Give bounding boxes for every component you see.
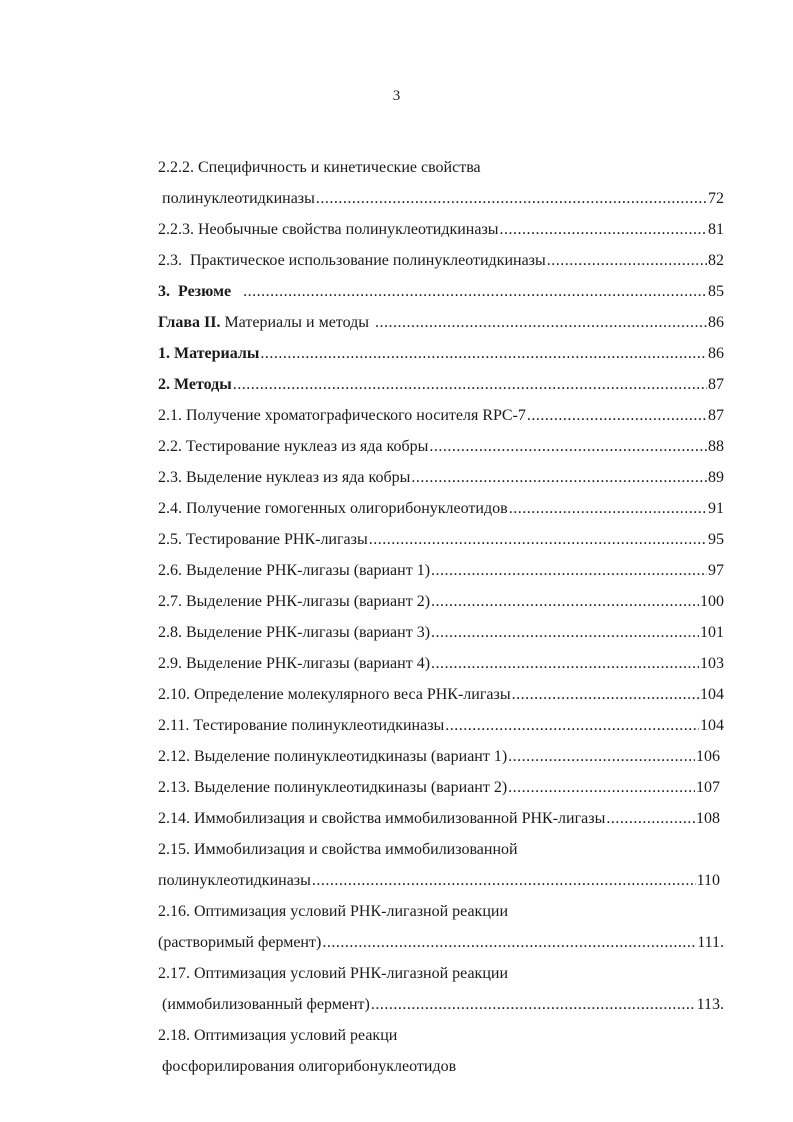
toc-entry-text: (растворимый фермент) [158, 934, 322, 951]
toc-entry [158, 650, 724, 681]
toc-entry-page: 81 [708, 221, 724, 238]
toc-entry-text: 2.17. Оптимизация условий РНК-лигазной реакции [158, 965, 508, 982]
toc-entry-page: 104 [700, 717, 724, 734]
leader-dots [322, 929, 696, 957]
leader-dots [527, 402, 707, 430]
leader-dots [371, 991, 696, 1019]
toc-entry [158, 960, 724, 991]
toc-entry [158, 557, 724, 588]
leader-dots [445, 712, 699, 740]
toc-entry [158, 495, 724, 526]
toc-entry-page: 89 [708, 469, 724, 486]
toc-entry [158, 1053, 724, 1084]
toc-entry-text: полинуклеотидкиназы [158, 872, 311, 889]
toc-entry-text: 2.10. Определение молекулярного веса РНК-лигазы [158, 686, 511, 703]
page-number: 3 [392, 88, 401, 104]
toc-entry [158, 681, 724, 712]
toc-entry-page: 82 [708, 252, 724, 269]
toc-entry-page: 97 [708, 562, 724, 579]
toc-entry-text: полинуклеотидкиназы [158, 190, 315, 207]
toc-entry [158, 402, 724, 433]
toc-entry-text: фосфорилирования олигорибонуклеотидов [158, 1058, 457, 1075]
toc-entry-text: 2.2.3. Необычные свойства полинуклеотидкиназы [158, 221, 499, 238]
toc-entry-page: 91 [708, 500, 724, 517]
leader-dots [606, 805, 695, 833]
toc-entry-page: 100 [700, 593, 724, 610]
toc-entry-text: 2. Методы [158, 376, 232, 393]
leader-dots [411, 464, 707, 492]
toc-entry-page: 101 [700, 624, 724, 641]
toc-entry-page: 86 [708, 345, 724, 362]
toc-entry-page: 72 [708, 190, 724, 207]
toc-entry [158, 154, 724, 185]
toc-entry [158, 1022, 724, 1053]
leader-dots [431, 557, 707, 585]
leader-dots [509, 495, 707, 523]
toc-entry [158, 185, 724, 216]
toc-entry-page: 107 [696, 779, 720, 796]
leader-dots [512, 681, 699, 709]
toc-entry-page: 87 [708, 407, 724, 424]
leader-dots [431, 619, 699, 647]
toc-entry-page: 113. [696, 996, 724, 1013]
toc-entry-text: 2.4. Получение гомогенных олигорибонуклеотидов [158, 500, 508, 517]
leader-dots [369, 526, 707, 554]
leader-dots [260, 340, 707, 368]
toc-entry-text: 2.7. Выделение РНК-лигазы (вариант 2) [158, 593, 431, 610]
toc-entry-page: 110 [696, 872, 720, 889]
toc-entry [158, 619, 724, 650]
toc-entry [158, 371, 724, 402]
toc-entry [158, 991, 724, 1022]
leader-dots [312, 867, 696, 895]
toc-entry [158, 464, 724, 495]
toc-entry-text: 2.9. Выделение РНК-лигазы (вариант 4) [158, 655, 431, 672]
toc-entry-text: 2.18. Оптимизация условий реакци [158, 1027, 398, 1044]
toc-entry-text: 2.16. Оптимизация условий РНК-лигазной реакции [158, 903, 508, 920]
toc-entry [158, 929, 724, 960]
toc-entry [158, 712, 724, 743]
leader-dots [233, 371, 707, 399]
toc-entry [158, 898, 724, 929]
toc-entry-page: 108 [696, 810, 720, 827]
toc-entry-text: 3. Резюме [158, 283, 232, 300]
toc-entry-text-bold: Глава II. [158, 314, 221, 331]
toc-entry [158, 774, 720, 805]
toc-entry [158, 805, 720, 836]
leader-dots [431, 588, 699, 616]
toc-entry [158, 278, 724, 309]
toc-entry [158, 526, 724, 557]
toc-entry [158, 588, 724, 619]
toc-entry-page: 87 [708, 376, 724, 393]
toc-entry-text: (иммобилизованный фермент) [158, 996, 370, 1013]
toc-entry-text: 2.3. Выделение нуклеаз из яда кобры [158, 469, 411, 486]
toc-entry [158, 309, 724, 340]
leader-dots [508, 774, 695, 802]
toc-entry-text: 2.12. Выделение полинуклеотидкиназы (вариант 1) [158, 748, 508, 765]
toc-entry-text: 2.13. Выделение полинуклеотидкиназы (вариант 2) [158, 779, 508, 796]
leader-dots [316, 185, 707, 213]
toc-entry-page: 86 [708, 314, 724, 331]
toc-entry-text: 2.11. Тестирование полинуклеотидкиназы [158, 717, 445, 734]
toc-entry-page: 103 [700, 655, 724, 672]
table-of-contents [158, 154, 724, 1084]
toc-entry-text: 2.6. Выделение РНК-лигазы (вариант 1) [158, 562, 431, 579]
leader-dots [375, 309, 707, 337]
leader-dots [500, 216, 707, 244]
leader-dots [431, 650, 699, 678]
toc-entry-text: 2.3. Практическое использование полинуклеотидкиназы [158, 252, 546, 269]
leader-dots [243, 278, 707, 306]
toc-entry [158, 836, 724, 867]
toc-entry-page: 85 [708, 283, 724, 300]
toc-entry-text: 2.5. Тестирование РНК-лигазы [158, 531, 368, 548]
toc-entry-page: 106 [696, 748, 720, 765]
toc-entry-text: 2.2. Тестирование нуклеаз из яда кобры [158, 438, 429, 455]
toc-entry-page: 104 [700, 686, 724, 703]
leader-dots [508, 743, 695, 771]
toc-entry-text: 2.8. Выделение РНК-лигазы (вариант 3) [158, 624, 431, 641]
toc-entry-text: 2.2.2. Специфичность и кинетические свойства [158, 159, 481, 176]
toc-entry [158, 247, 724, 278]
toc-entry-page: 88 [708, 438, 724, 455]
toc-entry [158, 216, 724, 247]
toc-entry-page: 111. [697, 934, 724, 951]
toc-entry-text: Материалы и методы [220, 314, 369, 331]
leader-dots [547, 247, 707, 275]
toc-entry-text: 2.14. Иммобилизация и свойства иммобилизованной РНК-лигазы [158, 810, 606, 827]
toc-entry [158, 743, 720, 774]
toc-entry [158, 340, 724, 371]
toc-entry-text: 2.15. Иммобилизация и свойства иммобилизованной [158, 841, 518, 858]
toc-entry-text: 1. Материалы [158, 345, 260, 362]
toc-entry [158, 433, 724, 464]
toc-entry [158, 867, 720, 898]
toc-entry-text: 2.1. Получение хроматографического носителя RPC-7 [158, 407, 526, 424]
leader-dots [429, 433, 707, 461]
toc-entry-page: 95 [708, 531, 724, 548]
